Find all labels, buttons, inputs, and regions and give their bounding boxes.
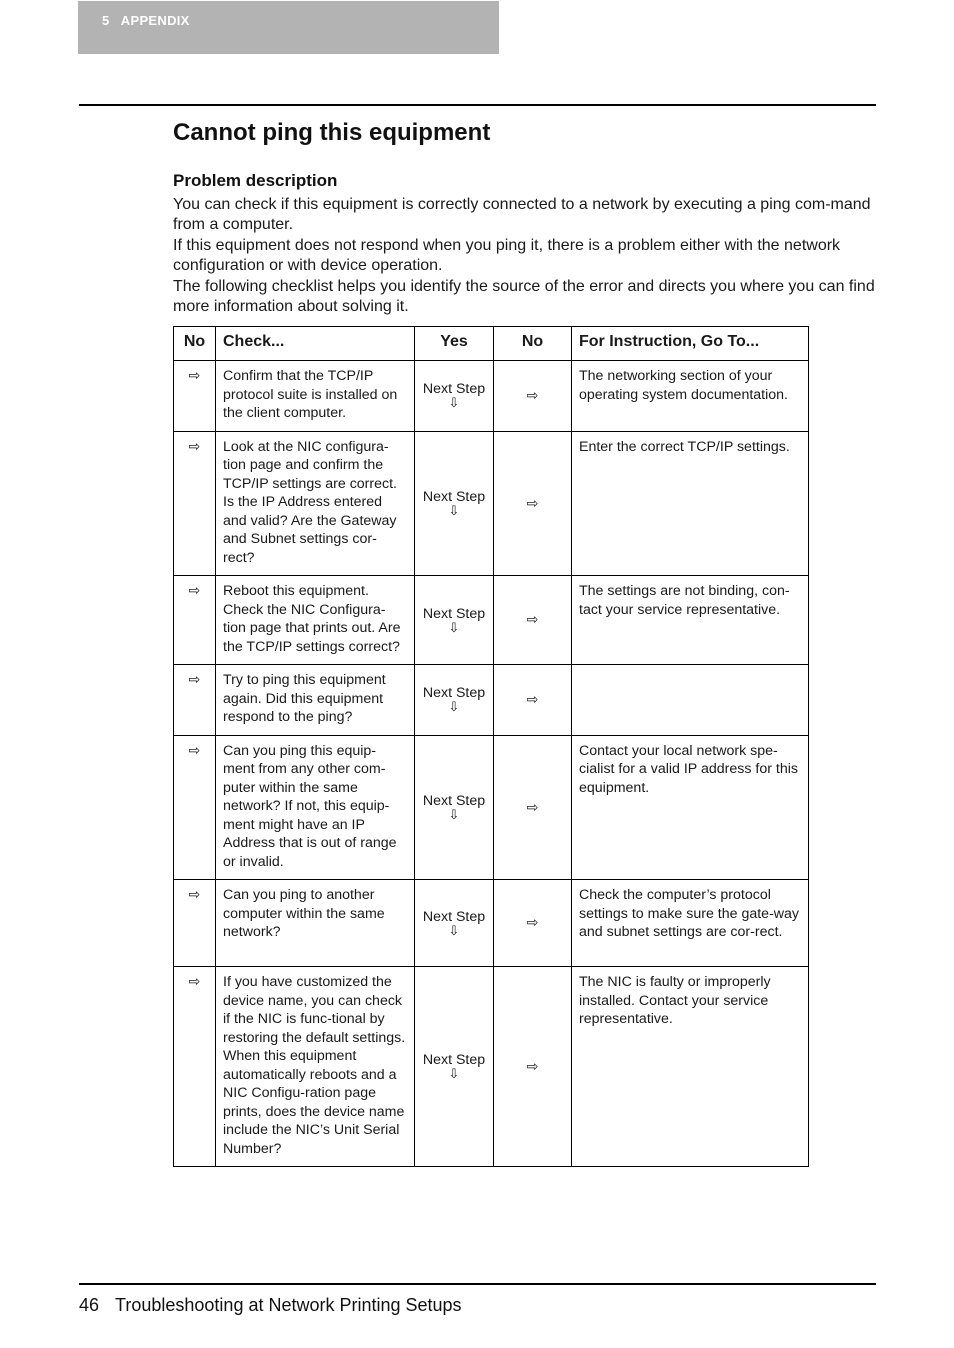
step-number: ⇨ [174, 431, 216, 576]
no-cell [494, 361, 572, 432]
instruction-text: Contact your local network spe-cialist for a valid IP address for this equipment. [572, 735, 809, 880]
header-check: Check... [216, 327, 415, 361]
chapter-title: APPENDIX [120, 13, 190, 28]
intro-paragraph: If this equipment does not respond when you ping it, there is a problem either with the network configuration or with device operation. [173, 236, 841, 275]
check-text: Try to ping this equipment again. Did this equipment respond to the ping? [216, 665, 415, 736]
down-arrow-icon: ⇩ [448, 699, 460, 715]
instruction-text: The settings are not binding, con-tact your service representative. [572, 576, 809, 665]
step-number: ⇨ [174, 967, 216, 1167]
next-step-label: Next Step [422, 685, 486, 702]
right-arrow-icon: ⇨ [526, 1057, 539, 1074]
step-number: ⇨ [174, 880, 216, 967]
chapter-tab [78, 1, 499, 54]
next-step-label: Next Step [422, 1052, 486, 1068]
next-step-label: Next Step [422, 488, 486, 505]
check-text: If you have customized the device name, you can check if the NIC is func-tional by restoring the default settings. When this equipment automatically reboots and a NIC Configu-ration page prints, does the device name include the NIC’s Unit Serial Number? [216, 967, 415, 1167]
intro-paragraph: You can check if this equipment is correctly connected to a network by executing a ping com-mand from a computer. [173, 196, 871, 234]
top-divider [79, 104, 876, 106]
instruction-text: The networking section of your operating system documentation. [572, 361, 809, 432]
yes-cell [415, 431, 494, 576]
intro-text [173, 195, 876, 317]
next-step-label: Next Step [422, 792, 486, 809]
chapter-number: 5 [102, 13, 110, 28]
right-arrow-icon: ⇨ [526, 611, 539, 628]
no-cell [494, 576, 572, 665]
step-number: ⇨ [174, 361, 216, 432]
yes-cell [415, 576, 494, 665]
instruction-text: Enter the correct TCP/IP settings. [572, 431, 809, 576]
no-cell [494, 431, 572, 576]
table-row [174, 431, 809, 576]
yes-cell [415, 665, 494, 736]
header-no-result: No [494, 327, 572, 361]
right-arrow-icon: ⇨ [526, 387, 539, 403]
next-step-label: Next Step [422, 381, 486, 398]
no-cell [494, 967, 572, 1167]
yes-cell [415, 735, 494, 880]
next-step-label: Next Step [422, 908, 486, 925]
right-arrow-icon: ⇨ [526, 914, 539, 931]
page-title: Cannot ping this equipment [173, 119, 491, 146]
yes-cell [415, 880, 494, 967]
no-cell [494, 735, 572, 880]
step-number: ⇨ [174, 665, 216, 736]
right-arrow-icon: ⇨ [526, 798, 539, 815]
step-number: ⇨ [174, 735, 216, 880]
check-text: Can you ping to another computer within the same network? [216, 880, 415, 967]
yes-cell [415, 361, 494, 432]
right-arrow-icon: ⇨ [526, 691, 539, 707]
header-yes: Yes [415, 327, 494, 361]
header-instruction: For Instruction, Go To... [572, 327, 809, 361]
down-arrow-icon: ⇩ [448, 1066, 460, 1081]
bottom-divider [79, 1283, 876, 1285]
table-row [174, 576, 809, 665]
checklist-table [173, 326, 809, 1167]
table-row [174, 361, 809, 432]
header-no: No [174, 327, 216, 361]
step-number: ⇨ [174, 576, 216, 665]
down-arrow-icon: ⇩ [448, 395, 460, 411]
table-row [174, 665, 809, 736]
instruction-text: Check the computer’s protocol settings to make sure the gate-way and subnet settings are cor-rect. [572, 880, 809, 967]
table-row [174, 735, 809, 880]
down-arrow-icon: ⇩ [448, 806, 460, 822]
table-row [174, 967, 809, 1167]
check-text: Confirm that the TCP/IP protocol suite is installed on the client computer. [216, 361, 415, 432]
down-arrow-icon: ⇩ [448, 502, 460, 518]
table-row [174, 880, 809, 967]
yes-cell [415, 967, 494, 1167]
next-step-label: Next Step [422, 605, 486, 622]
table-header-row [174, 327, 809, 361]
instruction-text: The NIC is faulty or improperly installed. Contact your service representative. [572, 967, 809, 1167]
section-heading: Problem description [173, 171, 338, 190]
footer-section-title: Troubleshooting at Network Printing Setups [115, 1295, 462, 1315]
page-number: 46 [79, 1295, 100, 1315]
instruction-text [572, 665, 809, 736]
page-footer [79, 1295, 462, 1316]
check-text: Can you ping this equip-ment from any other com-puter within the same network? If not, this equip-ment might have an IP Address that is out of range or invalid. [216, 735, 415, 880]
intro-paragraph: The following checklist helps you identify the source of the error and directs you where you can find more information about solving it. [173, 277, 875, 316]
no-cell [494, 665, 572, 736]
check-text: Reboot this equipment. Check the NIC Configura-tion page that prints out. Are the TCP/IP settings correct? [216, 576, 415, 665]
down-arrow-icon: ⇩ [448, 922, 460, 938]
right-arrow-icon: ⇨ [526, 494, 539, 511]
down-arrow-icon: ⇩ [448, 619, 460, 635]
check-text: Look at the NIC configura-tion page and confirm the TCP/IP settings are correct. Is the IP Address entered and valid? Are the Gateway and Subnet settings cor-rect? [216, 431, 415, 576]
no-cell [494, 880, 572, 967]
